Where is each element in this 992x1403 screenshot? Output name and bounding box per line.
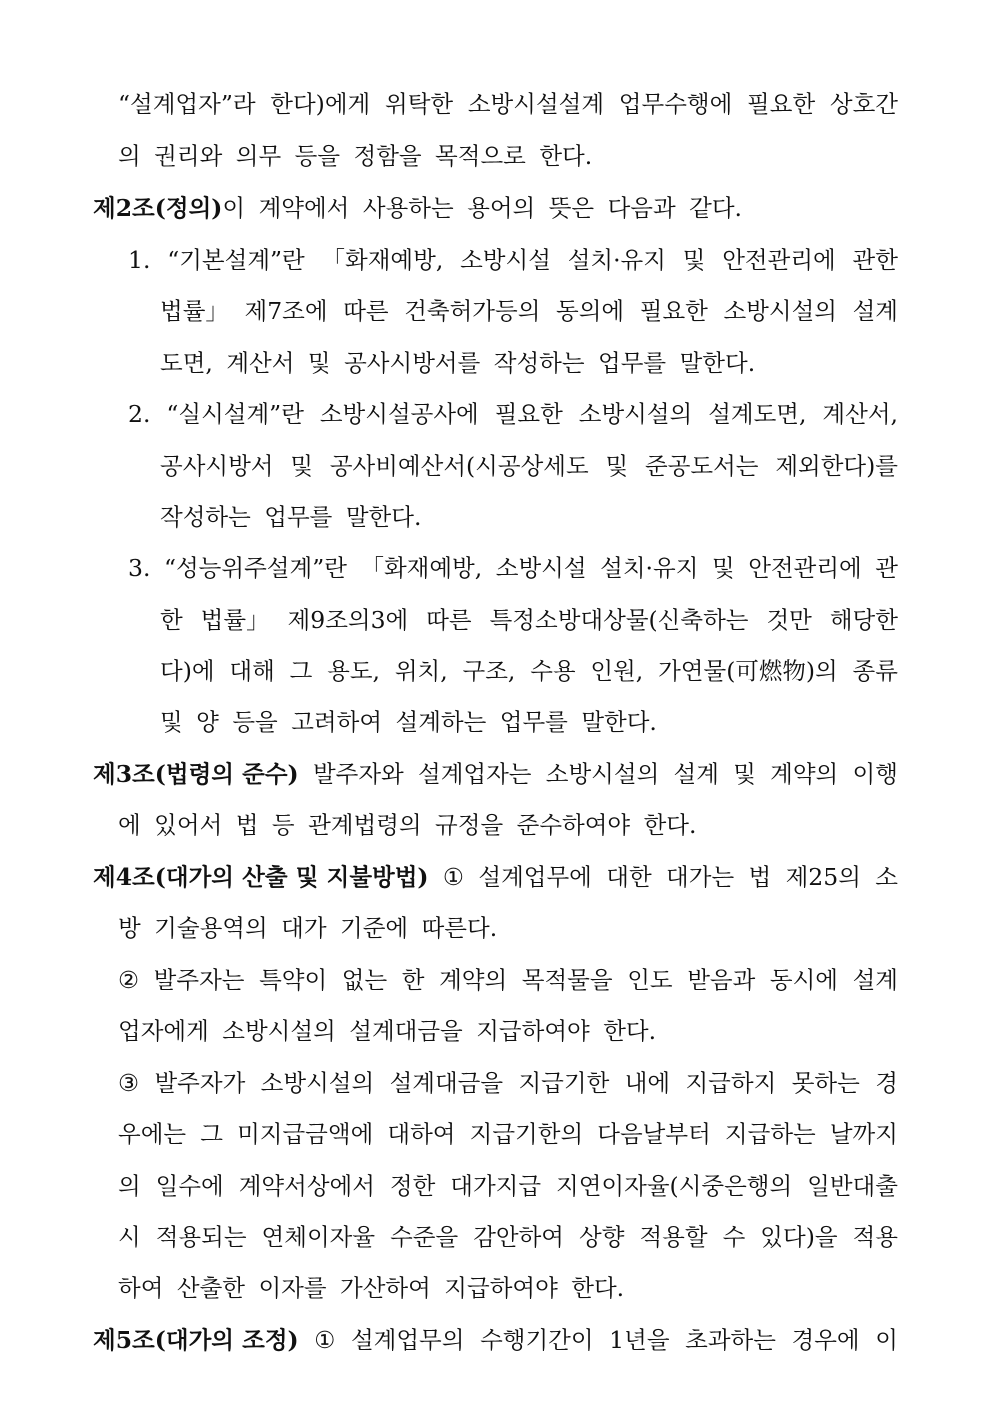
list-item-line	[160, 446, 898, 486]
list-item-line	[128, 548, 898, 588]
word: 위탁한	[385, 90, 454, 118]
word: 따른	[343, 297, 389, 325]
text-line	[118, 1114, 898, 1154]
word: 경	[875, 1069, 898, 1097]
word: 지급하는	[724, 1120, 816, 1148]
line-text: 하여 산출한 이자를 가산하여 지급하여야 한다.	[118, 1274, 625, 1302]
word: 소방시설공사에	[319, 400, 479, 428]
article-heading: 제4조(대가의 산출 및 지불방법)	[93, 863, 429, 891]
list-item-line	[160, 291, 898, 331]
text-line	[118, 908, 898, 948]
word: 관	[875, 554, 898, 582]
word: 위치,	[394, 657, 448, 685]
word: 법률」	[200, 606, 270, 634]
word: 소방시설의	[578, 400, 693, 428]
word: 필요한	[494, 400, 563, 428]
word: 준공도서는	[645, 452, 759, 480]
article-heading: 제5조(대가의 조정)	[93, 1326, 299, 1354]
list-item-line	[160, 651, 898, 691]
word: 설계업자는	[418, 760, 532, 788]
word: 수용	[530, 657, 576, 685]
line-text: 도면, 계산서 및 공사시방서를 작성하는 업무를 말한다.	[160, 349, 756, 377]
word: 특약이	[259, 966, 328, 994]
line-text: 작성하는 업무를 말한다.	[160, 503, 422, 531]
word: 초과하는	[685, 1326, 776, 1354]
word: 및	[290, 452, 314, 480]
word: 다음날부터	[597, 1120, 711, 1148]
text-line	[118, 136, 898, 176]
word: 발주자는	[153, 966, 245, 994]
list-item-line	[160, 497, 898, 537]
word: 상향	[579, 1223, 625, 1251]
word: ③	[118, 1069, 140, 1097]
word: 제9조의3에	[287, 606, 409, 634]
word: 의	[118, 1172, 141, 1200]
word: 1.	[128, 246, 151, 274]
word: 그	[200, 1120, 223, 1148]
word: 이행	[852, 760, 898, 788]
list-item-line	[128, 394, 898, 434]
text-line	[118, 960, 898, 1000]
article-heading: 제2조(정의)	[93, 194, 223, 222]
word: 감안하여	[473, 1223, 565, 1251]
word: 대한	[606, 863, 652, 891]
line-text: 및 양 등을 고려하여 설계하는 업무를 말한다.	[160, 708, 657, 736]
word: ②	[118, 966, 140, 994]
article-heading: 제3조(법령의 준수)	[93, 760, 299, 788]
word: 적용할	[639, 1223, 708, 1251]
word: 설계도면,	[708, 400, 807, 428]
text-line	[118, 1011, 898, 1051]
word: “기본설계”란	[167, 246, 305, 274]
word: 있다)을	[760, 1223, 838, 1251]
text-line	[118, 1268, 898, 1308]
word: 설계	[673, 760, 719, 788]
word: 필요한	[747, 90, 816, 118]
text-line	[118, 1166, 898, 1206]
word: 연체이자율	[261, 1223, 376, 1251]
word: 설계업무의	[350, 1326, 465, 1354]
word: 공사비예산서(시공상세도	[329, 452, 589, 480]
word: 구조,	[462, 657, 516, 685]
word: 1년을	[609, 1326, 670, 1354]
word: 소	[875, 863, 898, 891]
word: 것만	[766, 606, 812, 634]
word: 계약서상에서	[238, 1172, 375, 1200]
word: 내에	[624, 1069, 671, 1097]
word: 제25의	[785, 863, 861, 891]
word: 대가는	[666, 863, 735, 891]
word: 소방시설	[495, 554, 587, 582]
word: 계약의	[770, 760, 839, 788]
word: 법률」	[160, 297, 229, 325]
text-line	[118, 1217, 898, 1257]
word: 및	[733, 760, 756, 788]
word: 3.	[128, 554, 151, 582]
word: 지급기한	[518, 1069, 610, 1097]
line-text: 이 계약에서 사용하는 용어의 뜻은 다음과 같다.	[222, 194, 743, 222]
word: “설계업자”라	[118, 90, 256, 118]
word: 한	[401, 966, 425, 994]
word: 받음과	[687, 966, 756, 994]
list-item-line	[160, 343, 898, 383]
word: 정한	[389, 1172, 436, 1200]
word: 2.	[128, 400, 151, 428]
word: 설계	[852, 297, 898, 325]
article-heading-line	[93, 188, 898, 228]
word: 설계대금을	[389, 1069, 504, 1097]
word: 소방시설의	[723, 297, 837, 325]
word: 적용되는	[155, 1223, 247, 1251]
word: 용도,	[327, 657, 380, 685]
word: 한	[160, 606, 183, 634]
word: ①	[314, 1326, 336, 1354]
word: 관한	[852, 246, 898, 274]
word: 설치·유지	[600, 554, 699, 582]
word: 수	[722, 1223, 746, 1251]
word: 대가지급	[450, 1172, 542, 1200]
word: 공사시방서	[160, 452, 274, 480]
text-line	[118, 805, 898, 845]
word: 계약의	[439, 966, 508, 994]
text-line	[118, 84, 898, 124]
word: 동시에	[769, 966, 838, 994]
word: 「화재예방,	[360, 554, 483, 582]
word: 그	[289, 657, 313, 685]
word: 가연물(可燃物)의	[658, 657, 838, 685]
word: 및	[605, 452, 629, 480]
word: 해당한	[829, 606, 898, 634]
article-heading-line	[93, 1320, 898, 1360]
word: 및	[711, 554, 735, 582]
word: 소방시설설계	[467, 90, 605, 118]
word: 대하여	[387, 1120, 456, 1148]
word: 날까지	[829, 1120, 898, 1148]
line-text: 에 있어서 법 등 관계법령의 규정을 준수하여야 한다.	[118, 811, 697, 839]
word: 일수에	[155, 1172, 224, 1200]
word: 소방시설의	[545, 760, 660, 788]
word: 업무수행에	[618, 90, 733, 118]
word: 다)에	[160, 657, 215, 685]
word: 설치·유지	[567, 246, 666, 274]
word: “실시설계”란	[166, 400, 304, 428]
word: “성능위주설계”란	[163, 554, 347, 582]
word: 설계	[852, 966, 898, 994]
word: 특정소방대상물(신축하는	[489, 606, 749, 634]
word: 제외한다)를	[775, 452, 898, 480]
list-item-line	[160, 702, 898, 742]
list-item-line	[128, 240, 898, 280]
word: 발주자가	[154, 1069, 246, 1097]
word: 동의에	[556, 297, 625, 325]
word: 목적물을	[521, 966, 613, 994]
word: 「화재예방,	[321, 246, 444, 274]
word: 안전관리에	[748, 554, 862, 582]
word: 필요한	[639, 297, 708, 325]
text-line	[118, 1063, 898, 1103]
list-item-line	[160, 600, 898, 640]
word: 지급기한의	[469, 1120, 584, 1148]
word: ①	[442, 863, 464, 891]
line-text: 방 기술용역의 대가 기준에 따른다.	[118, 914, 498, 942]
word: 수행기간이	[480, 1326, 594, 1354]
word: 없는	[341, 966, 388, 994]
word: 미지급금액에	[237, 1120, 374, 1148]
word: 및	[682, 246, 706, 274]
article-heading-line	[93, 754, 898, 794]
word: 계산서,	[822, 400, 898, 428]
word: 인도	[627, 966, 673, 994]
word: 우에는	[118, 1120, 187, 1148]
line-text: 의 권리와 의무 등을 정함을 목적으로 한다.	[118, 142, 593, 170]
word: 발주자와	[312, 760, 404, 788]
word: 안전관리에	[722, 246, 836, 274]
word: 시	[118, 1223, 141, 1251]
word: 소방시설	[460, 246, 551, 274]
word: 이	[875, 1326, 898, 1354]
word: 대해	[229, 657, 275, 685]
word: 수준을	[390, 1223, 459, 1251]
line-text: 업자에게 소방시설의 설계대금을 지급하여야 한다.	[118, 1017, 657, 1045]
article-heading-line	[93, 857, 898, 897]
word: 한다)에게	[270, 90, 371, 118]
word: 설계업무에	[478, 863, 592, 891]
word: 지급하지	[685, 1069, 777, 1097]
word: 건축허가등의	[404, 297, 541, 325]
word: 소방시설의	[260, 1069, 375, 1097]
word: 못하는	[791, 1069, 860, 1097]
word: 종류	[852, 657, 898, 685]
word: 상호간	[829, 90, 898, 118]
word: 일반대출	[807, 1172, 898, 1200]
word: 따른	[426, 606, 472, 634]
word: 법	[748, 863, 772, 891]
word: 제7조에	[244, 297, 328, 325]
word: 지연이자율(시중은행의	[556, 1172, 793, 1200]
word: 적용	[852, 1223, 898, 1251]
word: 경우에	[791, 1326, 860, 1354]
word: 인원,	[590, 657, 644, 685]
